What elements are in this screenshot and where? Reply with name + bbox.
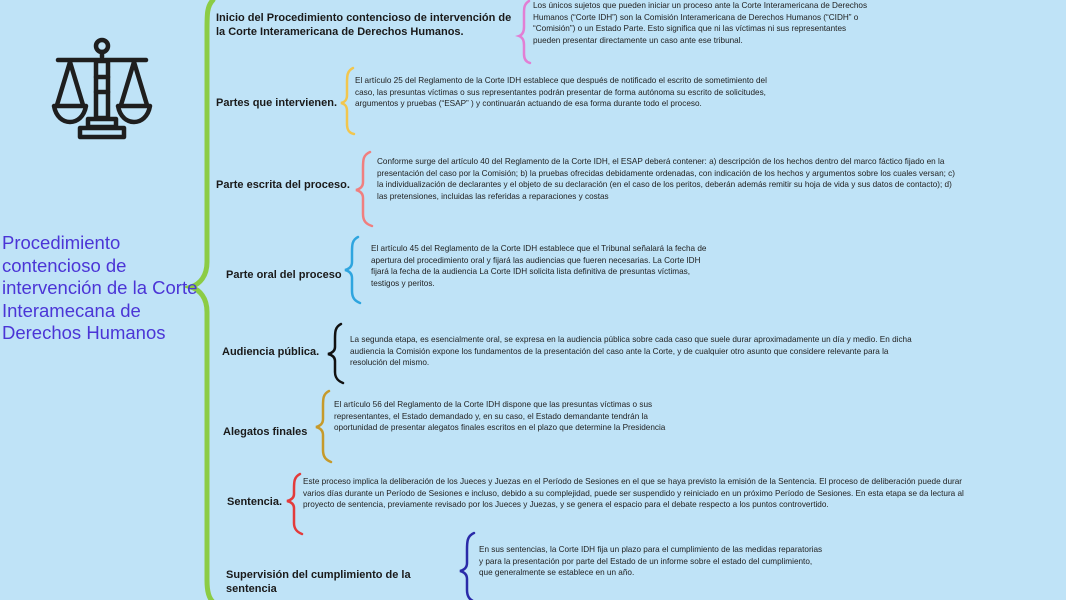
topic-label-alegatos: Alegatos finales: [223, 426, 308, 438]
topic-desc-sentencia: Este proceso implica la deliberación de los Jueces y Juezas en el Período de Sesiones en el que se haya previsto la emisión de la Sentencia. El proceso de deliberación puede durar varios días durante un Período de Sesiones e incluso, debido a su complejidad, puede ser suspendido y reiniciado en un próximo Período de Sesiones. En esta etapa se da lectura al proyecto de sentencia, previamente revisado por los Jueces y Juezas, y se genera el espacio para el debate respecto a los puntos controvertido.: [303, 477, 964, 510]
topic-label-audiencia: Audiencia pública.: [222, 346, 320, 358]
brace-supervision: [460, 533, 475, 600]
scales-of-justice-icon: [50, 37, 154, 141]
topic-label-escrita: Parte escrita del proceso.: [216, 179, 350, 191]
topic-desc-alegatos: El artículo 56 del Reglamento de la Corte IDH dispone que las presuntas víctimas o sus representantes, el Estado demandado y, en su caso, el Estado demandante tendrán la oportunidad de presentar alegatos finales escritos en el plazo que determine la Presidencia: [334, 400, 666, 433]
main-title: Procedimiento contencioso de intervención de la Corte Interamecana de Derechos Humanos: [2, 232, 198, 343]
topic-desc-inicio: Los únicos sujetos que pueden iniciar un proceso ante la Corte Interamericana de Derechos Humanos (“Corte IDH”) son la Comisión Interamericana de Derechos Humanos (“CIDH” o “Comisión”) o un Estado Parte. Esto significa que ni las víctimas ni sus representantes pueden presentar directamente un caso ante ese tribunal.: [533, 1, 868, 45]
topic-desc-escrita: Conforme surge del artículo 40 del Reglamento de la Corte IDH, el ESAP deberá contener: a) descripción de los hechos dentro del marco fáctico fijado en la presentación del caso por la Comisión; b) la pruebas ofrecidas debidamente ordenadas, con indicación de los hechos y argumentos sobre los cuales versan; c) la individualización de declarantes y el objeto de su declaración (en el caso de los peritos, deberán además remitir su hoja de vida y sus datos de contacto); d) las pretensiones, incluidas las referidas a reparaciones y costas: [377, 157, 956, 201]
topic-desc-partes: El artículo 25 del Reglamento de la Corte IDH establece que después de notificado el escrito de sometimiento del caso, las presuntas víctimas o sus representantes podrán presentar de forma autónoma su escrito de solicitudes, argumentos y pruebas (“ESAP” ) y continuarán actuando de esa forma durante todo el proceso.: [355, 76, 767, 109]
brace-oral: [345, 237, 360, 303]
topic-desc-oral: El artículo 45 del Reglamento de la Corte IDH establece que el Tribunal señalará la fecha de apertura del procedimiento oral y fijará las audiencias que fueren necesarias. La Corte IDH fijará la fecha de la audiencia La Corte IDH solicita lista definitiva de presuntas víctimas, testigos y peritos.: [371, 244, 707, 288]
topic-label-partes: Partes que intervienen.: [216, 97, 338, 109]
brace-inicio: [519, 1, 530, 63]
topic-desc-supervision: En sus sentencias, la Corte IDH fija un plazo para el cumplimiento de las medidas reparatorias y para la presentación por parte del Estado de un informe sobre el estado del cumplimiento, que generalmente se establece en un año.: [479, 545, 823, 578]
topic-label-inicio: Inicio del Procedimiento contencioso de intervención de la Corte Interamericana de Derechos Humanos.: [216, 12, 512, 38]
brace-escrita: [356, 152, 372, 226]
topic-label-sentencia: Sentencia.: [227, 496, 283, 508]
topic-label-supervision: Supervisión del cumplimiento de la sentencia: [226, 569, 411, 595]
topic-desc-audiencia: La segunda etapa, es esencialmente oral, se expresa en la audiencia pública sobre cada caso que suele durar aproximadamente un día y medio. En dicha audiencia la Comisión expone los fundamentos de la presentación del caso ante la Corte, y de cualquier otro asunto que considere relevante para la resolución del mismo.: [350, 335, 912, 368]
topic-label-oral: Parte oral del proceso: [226, 269, 342, 281]
brace-partes: [341, 68, 354, 134]
